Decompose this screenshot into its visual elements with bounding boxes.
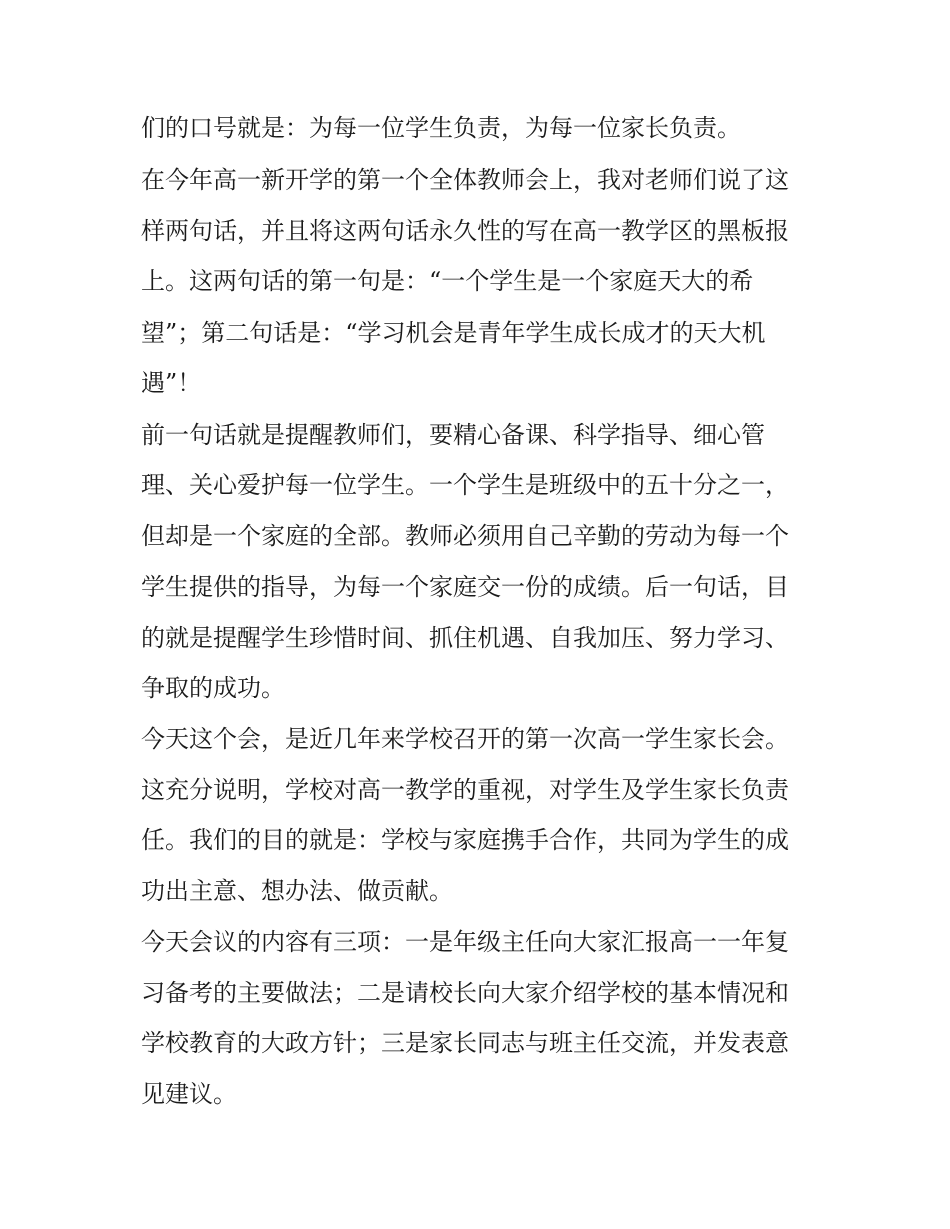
text-line: 但却是一个家庭的全部。教师必须用自己辛勤的劳动为每一个 xyxy=(141,522,789,550)
text-line: 今天会议的内容有三项：一是年级主任向大家汇报高一一年复 xyxy=(141,928,789,956)
text-line: 功出主意、想办法、做贡献。 xyxy=(141,877,453,905)
text-line: 望”；第二句话是：“学习机会是青年学生成长成才的天大机 xyxy=(141,319,766,347)
text-line: 今天这个会，是近几年来学校召开的第一次高一学生家长会。 xyxy=(141,725,789,753)
text-line: 理、关心爱护每一位学生。一个学生是班级中的五十分之一， xyxy=(141,471,789,499)
text-line: 任。我们的目的就是：学校与家庭携手合作，共同为学生的成 xyxy=(141,826,789,854)
text-line: 争取的成功。 xyxy=(141,674,285,702)
text-line: 遇”！ xyxy=(141,369,202,397)
text-line: 的就是提醒学生珍惜时间、抓住机遇、自我加压、努力学习、 xyxy=(141,624,789,652)
text-line: 上。这两句话的第一句是：“一个学生是一个家庭天大的希 xyxy=(141,267,754,295)
text-line: 在今年高一新开学的第一个全体教师会上，我对老师们说了这 xyxy=(141,166,789,194)
text-line: 学生提供的指导，为每一个家庭交一份的成绩。后一句话，目 xyxy=(141,573,789,601)
text-line: 这充分说明，学校对高一教学的重视，对学生及学生家长负责 xyxy=(141,776,789,804)
text-line: 习备考的主要做法；二是请校长向大家介绍学校的基本情况和 xyxy=(141,979,789,1007)
text-line: 样两句话，并且将这两句话永久性的写在高一教学区的黑板报 xyxy=(141,217,789,245)
text-line: 学校教育的大政方针；三是家长同志与班主任交流，并发表意 xyxy=(141,1029,789,1057)
text-line: 见建议。 xyxy=(141,1080,237,1108)
text-line: 们的口号就是：为每一位学生负责，为每一位家长负责。 xyxy=(141,114,741,142)
text-line: 前一句话就是提醒教师们，要精心备课、科学指导、细心管 xyxy=(141,421,765,449)
